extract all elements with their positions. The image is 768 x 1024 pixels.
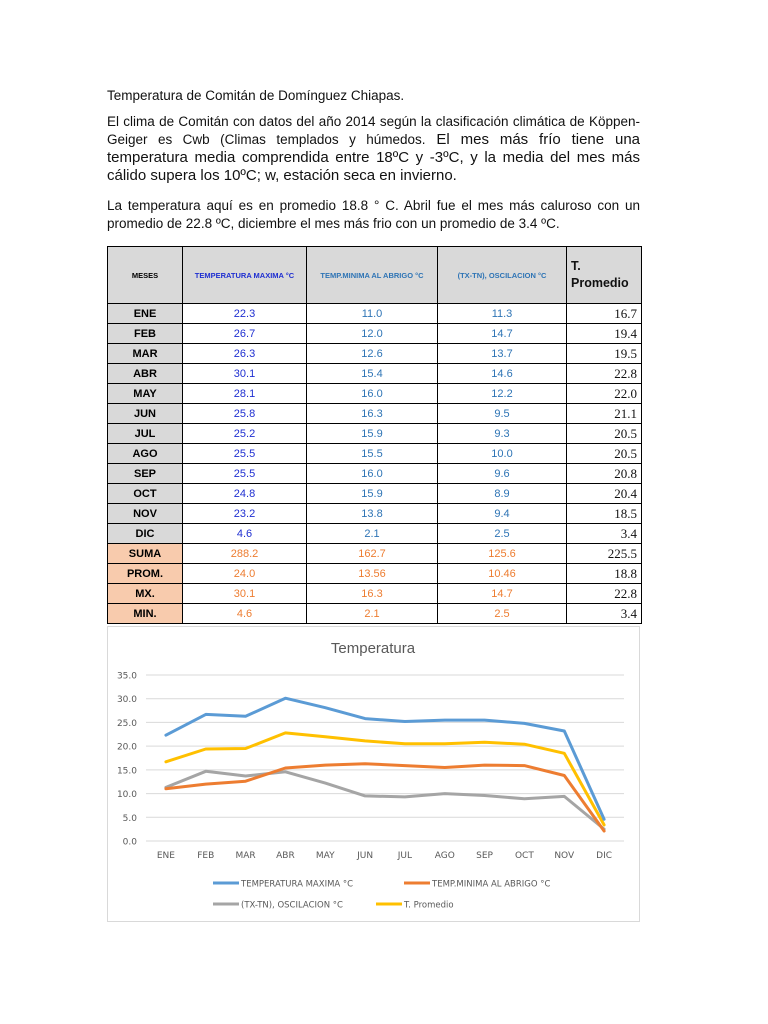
cell-temp-min: 2.1 — [307, 524, 438, 544]
table-row — [108, 464, 642, 484]
cell-oscilacion: 11.3 — [438, 304, 567, 324]
header-oscilacion: (TX-TN), OSCILACION °C — [438, 247, 567, 304]
cell-mes: ABR — [108, 364, 183, 384]
cell-promedio: 3.4 — [567, 604, 642, 624]
y-tick-label: 10.0 — [116, 790, 137, 801]
x-tick-label: FEB — [197, 851, 215, 861]
cell-temp-min: 15.9 — [307, 484, 438, 504]
cell-temp-max: 25.2 — [183, 424, 307, 444]
cell-mes: ENE — [108, 304, 183, 324]
cell-mes: AGO — [108, 444, 183, 464]
x-tick-label: DIC — [596, 851, 613, 861]
cell-promedio: 22.8 — [567, 584, 642, 604]
legend-label: T. Promedio — [404, 900, 454, 911]
y-tick-label: 0.0 — [122, 837, 137, 848]
chart-svg — [108, 627, 639, 921]
cell-temp-min: 12.6 — [307, 344, 438, 364]
table-row — [108, 384, 642, 404]
cell-promedio: 18.8 — [567, 564, 642, 584]
table-summary-row — [108, 544, 642, 564]
legend-label: TEMPERATURA MAXIMA °C — [241, 879, 354, 890]
cell-mes: JUN — [108, 404, 183, 424]
temperature-table — [107, 246, 642, 624]
cell-promedio: 21.1 — [567, 404, 642, 424]
y-tick-label: 5.0 — [122, 813, 137, 824]
cell-mes: MAY — [108, 384, 183, 404]
cell-temp-min: 16.3 — [307, 404, 438, 424]
cell-temp-max: 25.8 — [183, 404, 307, 424]
y-tick-label: 15.0 — [116, 766, 137, 777]
cell-oscilacion: 8.9 — [438, 484, 567, 504]
cell-oscilacion: 10.46 — [438, 564, 567, 584]
table-row — [108, 444, 642, 464]
cell-mes: OCT — [108, 484, 183, 504]
cell-temp-max: 288.2 — [183, 544, 307, 564]
table-row — [108, 404, 642, 424]
cell-temp-min: 16.0 — [307, 464, 438, 484]
cell-oscilacion: 9.6 — [438, 464, 567, 484]
cell-temp-min: 13.8 — [307, 504, 438, 524]
cell-temp-min: 16.0 — [307, 384, 438, 404]
cell-temp-max: 30.1 — [183, 584, 307, 604]
cell-mes: DIC — [108, 524, 183, 544]
table-row — [108, 484, 642, 504]
x-tick-label: OCT — [514, 851, 534, 861]
cell-temp-max: 4.6 — [183, 524, 307, 544]
legend-label: (TX-TN), OSCILACION °C — [241, 900, 343, 911]
cell-temp-max: 22.3 — [183, 304, 307, 324]
table-summary-row — [108, 564, 642, 584]
cell-mes: SUMA — [108, 544, 183, 564]
table-summary-row — [108, 584, 642, 604]
cell-oscilacion: 14.7 — [438, 584, 567, 604]
cell-oscilacion: 13.7 — [438, 344, 567, 364]
cell-oscilacion: 10.0 — [438, 444, 567, 464]
x-tick-label: AGO — [434, 851, 455, 861]
cell-temp-max: 24.0 — [183, 564, 307, 584]
table-row — [108, 364, 642, 384]
header-temp-min: TEMP.MINIMA AL ABRIGO °C — [307, 247, 438, 304]
table-row — [108, 324, 642, 344]
cell-promedio: 20.5 — [567, 444, 642, 464]
cell-temp-max: 24.8 — [183, 484, 307, 504]
cell-promedio: 20.8 — [567, 464, 642, 484]
cell-temp-min: 15.9 — [307, 424, 438, 444]
cell-temp-max: 4.6 — [183, 604, 307, 624]
table-row — [108, 524, 642, 544]
series-line — [166, 771, 604, 829]
cell-promedio: 20.5 — [567, 424, 642, 444]
cell-promedio: 19.4 — [567, 324, 642, 344]
table-row — [108, 304, 642, 324]
cell-temp-max: 25.5 — [183, 464, 307, 484]
x-tick-label: MAY — [315, 851, 335, 861]
cell-temp-max: 28.1 — [183, 384, 307, 404]
y-tick-label: 25.0 — [116, 718, 137, 729]
cell-mes: MIN. — [108, 604, 183, 624]
cell-temp-min: 2.1 — [307, 604, 438, 624]
y-tick-label: 20.0 — [116, 742, 137, 753]
table-header-row — [108, 247, 642, 304]
cell-oscilacion: 2.5 — [438, 524, 567, 544]
header-temp-max: TEMPERATURA MAXIMA °C — [183, 247, 307, 304]
x-tick-label: ABR — [276, 851, 295, 861]
cell-temp-min: 16.3 — [307, 584, 438, 604]
cell-oscilacion: 125.6 — [438, 544, 567, 564]
cell-mes: MX. — [108, 584, 183, 604]
table-row — [108, 344, 642, 364]
x-tick-label: NOV — [554, 851, 575, 861]
header-promedio: T. Promedio — [567, 247, 642, 304]
cell-promedio: 22.8 — [567, 364, 642, 384]
series-line — [166, 698, 604, 819]
cell-temp-min: 15.4 — [307, 364, 438, 384]
cell-temp-min: 12.0 — [307, 324, 438, 344]
doc-title: Temperatura de Comitán de Domínguez Chiapas. — [107, 88, 405, 103]
x-tick-label: ENE — [156, 851, 175, 861]
cell-oscilacion: 14.6 — [438, 364, 567, 384]
legend-label: TEMP.MINIMA AL ABRIGO °C — [432, 879, 551, 890]
cell-temp-min: 13.56 — [307, 564, 438, 584]
cell-oscilacion: 2.5 — [438, 604, 567, 624]
cell-promedio: 3.4 — [567, 524, 642, 544]
cell-mes: SEP — [108, 464, 183, 484]
doc-paragraph-climate — [107, 113, 640, 185]
cell-promedio: 22.0 — [567, 384, 642, 404]
table-row — [108, 424, 642, 444]
cell-promedio: 19.5 — [567, 344, 642, 364]
cell-mes: JUL — [108, 424, 183, 444]
doc-paragraph-average: La temperatura aquí es en promedio 18.8 ° C. Abril fue el mes más caluroso con un promedio de 22.8 ºC, diciembre el mes más frio con un promedio de 3.4 ºC. — [107, 198, 640, 231]
cell-promedio: 16.7 — [567, 304, 642, 324]
cell-promedio: 20.4 — [567, 484, 642, 504]
cell-oscilacion: 9.4 — [438, 504, 567, 524]
cell-promedio: 225.5 — [567, 544, 642, 564]
cell-temp-min: 11.0 — [307, 304, 438, 324]
cell-oscilacion: 12.2 — [438, 384, 567, 404]
cell-temp-max: 30.1 — [183, 364, 307, 384]
doc-paragraph-climate-b: El mes más frío tiene una temperatura media comprendida entre 18ºC y -3ºC, y la media del mes más cálido supera los 10ºC; w, estación seca en invierno. — [107, 131, 641, 184]
cell-temp-min: 162.7 — [307, 544, 438, 564]
cell-temp-min: 15.5 — [307, 444, 438, 464]
x-tick-label: JUL — [397, 851, 413, 861]
cell-temp-max: 26.3 — [183, 344, 307, 364]
series-line — [166, 733, 604, 825]
x-tick-label: JUN — [357, 851, 374, 861]
cell-oscilacion: 9.3 — [438, 424, 567, 444]
cell-promedio: 18.5 — [567, 504, 642, 524]
cell-mes: PROM. — [108, 564, 183, 584]
cell-mes: NOV — [108, 504, 183, 524]
table-row — [108, 504, 642, 524]
header-meses: MESES — [108, 247, 183, 304]
table-summary-row — [108, 604, 642, 624]
temperature-chart — [107, 626, 640, 922]
doc-paragraph-climate-a: El clima de Comitán con datos del año 2014 según la clasificación climática de Köppen-Geiger es Cwb (Climas templados y húmedos. — [107, 114, 640, 147]
cell-temp-max: 23.2 — [183, 504, 307, 524]
cell-mes: MAR — [108, 344, 183, 364]
y-tick-label: 35.0 — [116, 671, 137, 682]
y-tick-label: 30.0 — [116, 695, 137, 706]
cell-mes: FEB — [108, 324, 183, 344]
chart-title: Temperatura — [330, 640, 416, 657]
cell-oscilacion: 9.5 — [438, 404, 567, 424]
cell-oscilacion: 14.7 — [438, 324, 567, 344]
cell-temp-max: 25.5 — [183, 444, 307, 464]
document-text — [107, 88, 640, 233]
x-tick-label: MAR — [235, 851, 256, 861]
x-tick-label: SEP — [476, 851, 493, 861]
cell-temp-max: 26.7 — [183, 324, 307, 344]
